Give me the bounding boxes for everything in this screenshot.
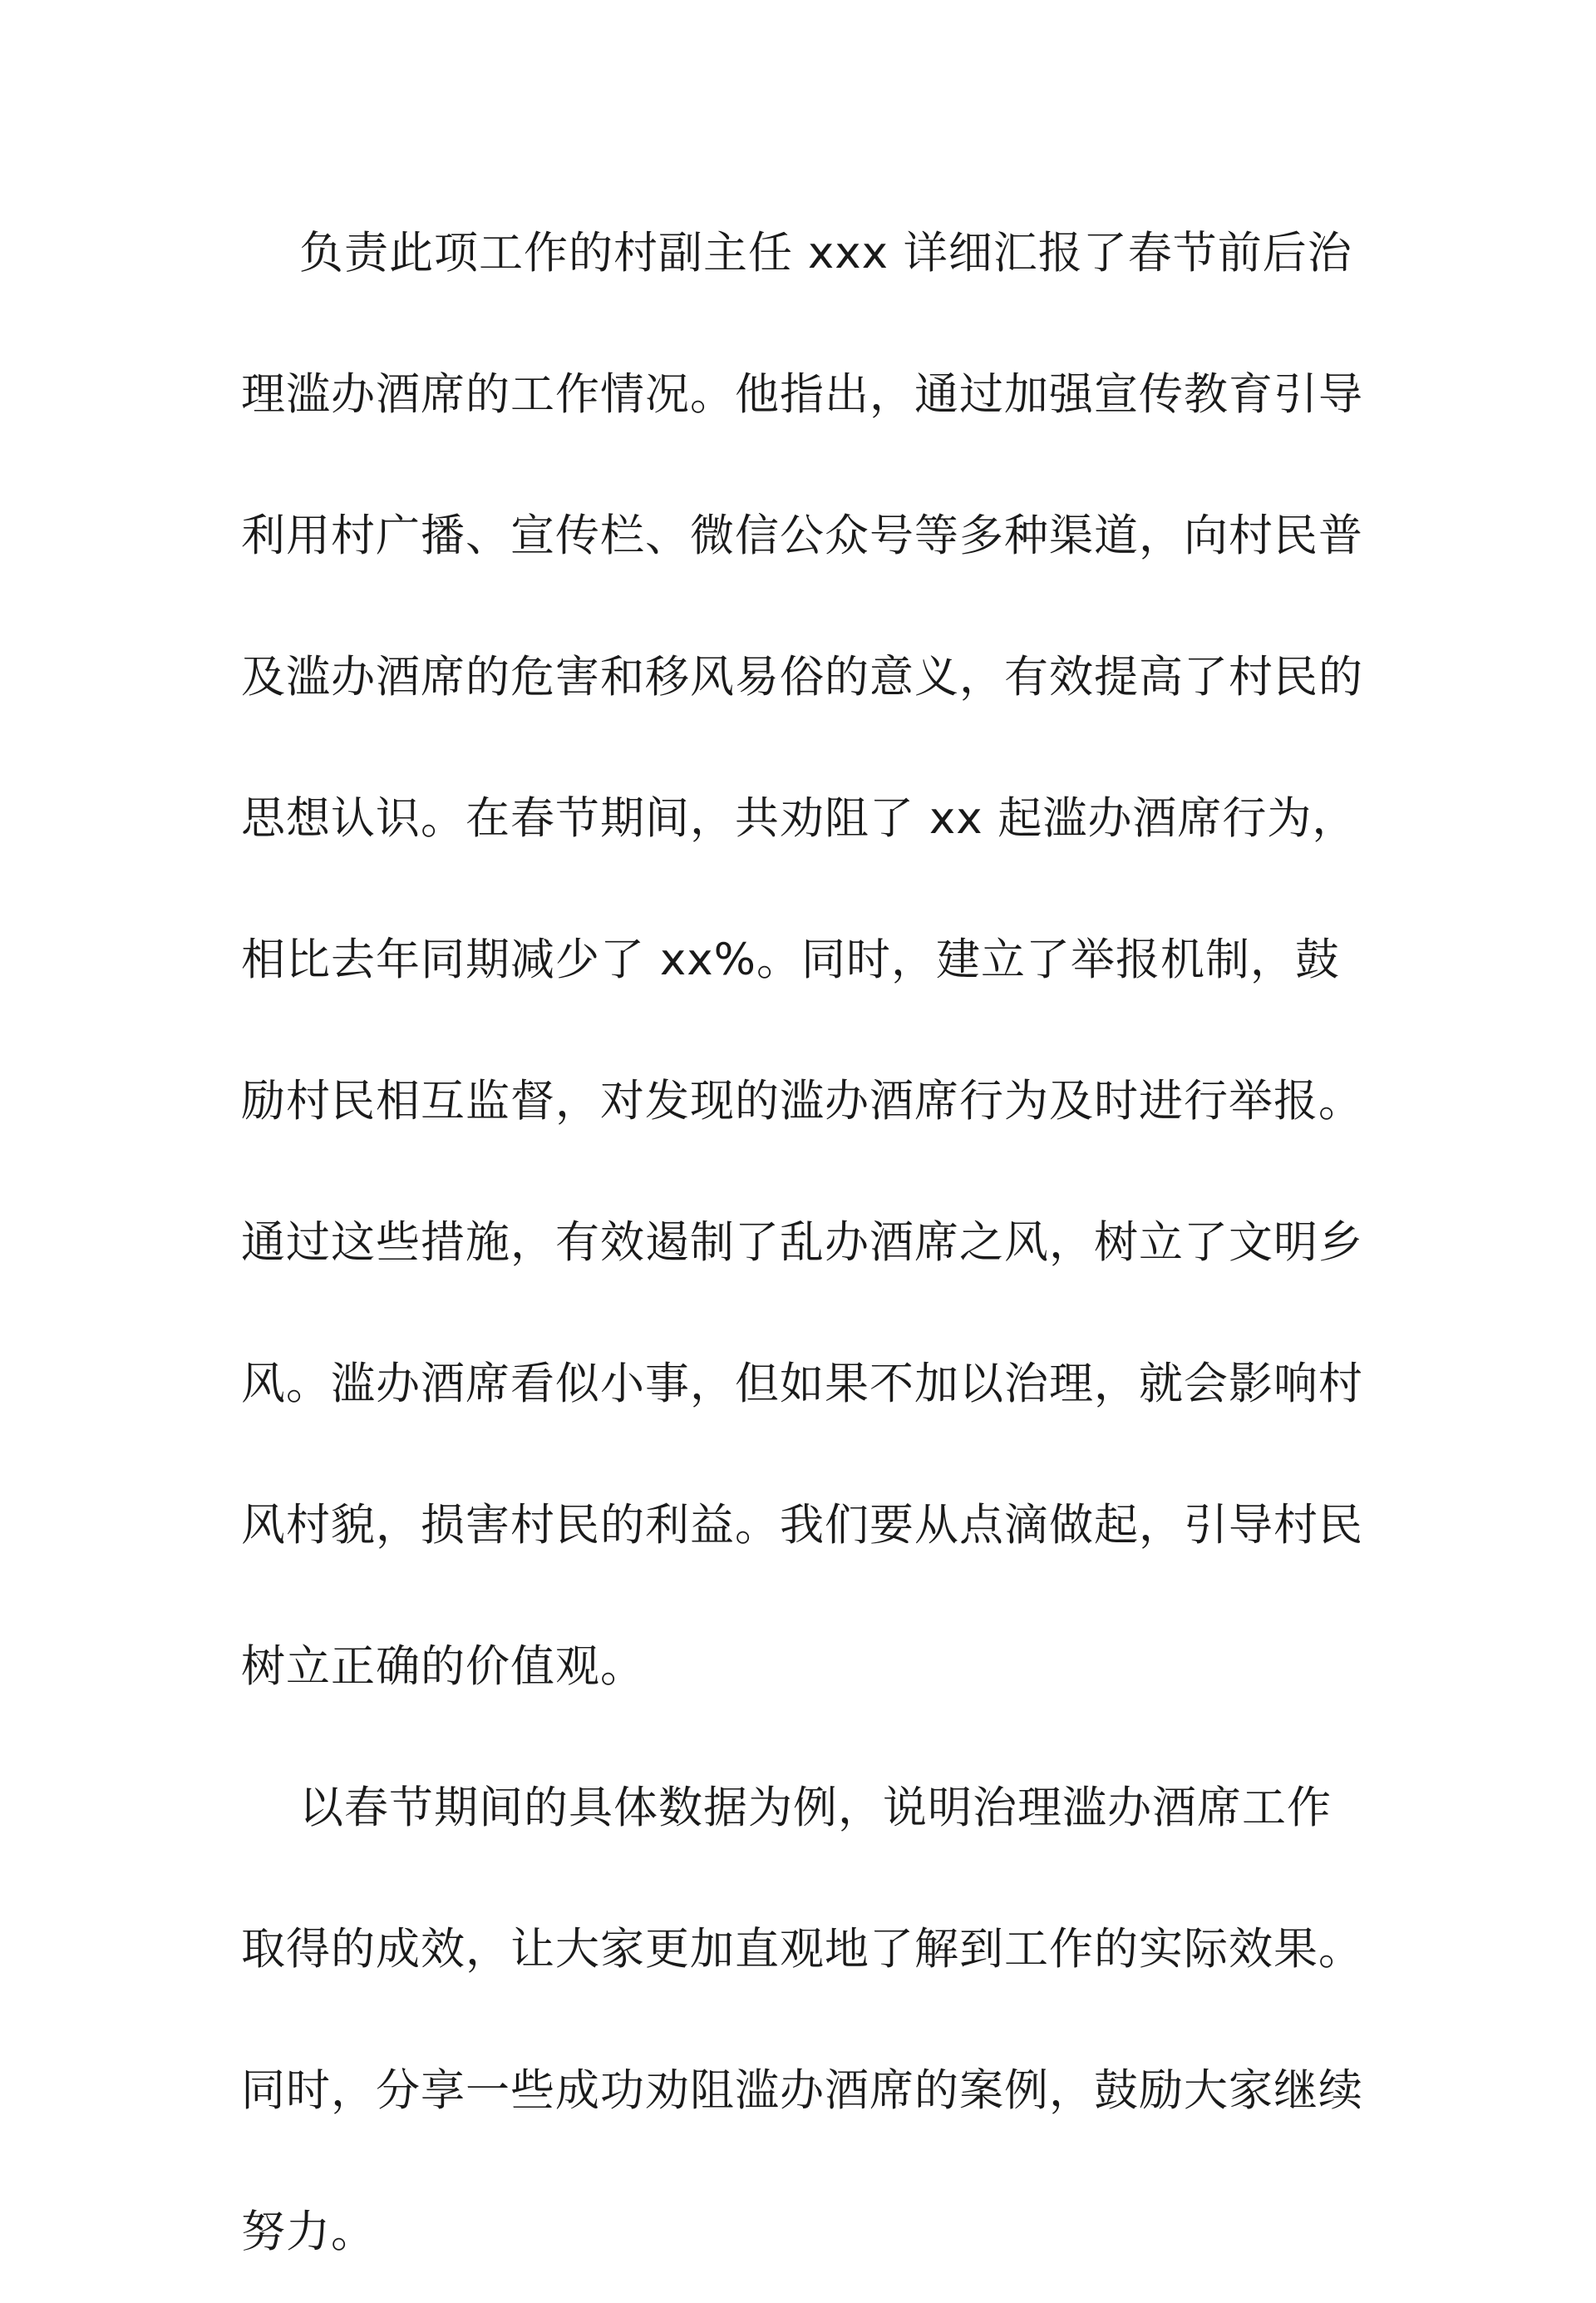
paragraph-2	[241, 1738, 1372, 2303]
text-line: 同时，分享一些成功劝阻滥办酒席的案例，鼓励大家继续	[241, 2065, 1363, 2116]
text-line: 取得的成效，让大家更加直观地了解到工作的实际效果。	[241, 1924, 1363, 1975]
text-line: 相比去年同期减少了 xx%。同时，建立了举报机制，鼓	[241, 935, 1340, 985]
text-line: 理滥办酒席的工作情况。他指出，通过加强宣传教育引导	[241, 369, 1363, 420]
text-line: 风。滥办酒席看似小事，但如果不加以治理，就会影响村	[241, 1359, 1363, 1409]
text-line: 励村民相互监督，对发现的滥办酒席行为及时进行举报。	[241, 1076, 1363, 1127]
text-line: 思想认识。在春节期间，共劝阻了 xx 起滥办酒席行为，	[241, 793, 1357, 844]
text-line: 树立正确的价值观。	[241, 1641, 645, 1692]
text-line: 风村貌，损害村民的利益。我们要从点滴做起，引导村民	[241, 1500, 1363, 1551]
document-body	[241, 183, 1372, 2303]
text-line: 及滥办酒席的危害和移风易俗的意义，有效提高了村民的	[241, 652, 1363, 703]
text-line: 通过这些措施，有效遏制了乱办酒席之风，树立了文明乡	[241, 1217, 1363, 1268]
text-line: 努力。	[241, 2207, 376, 2257]
text-line: 以春节期间的具体数据为例，说明治理滥办酒席工作	[299, 1783, 1332, 1833]
text-line: 负责此项工作的村副主任 xxx 详细汇报了春节前后治	[299, 228, 1352, 279]
paragraph-1	[241, 183, 1372, 1738]
text-line: 利用村广播、宣传栏、微信公众号等多种渠道，向村民普	[241, 510, 1363, 561]
